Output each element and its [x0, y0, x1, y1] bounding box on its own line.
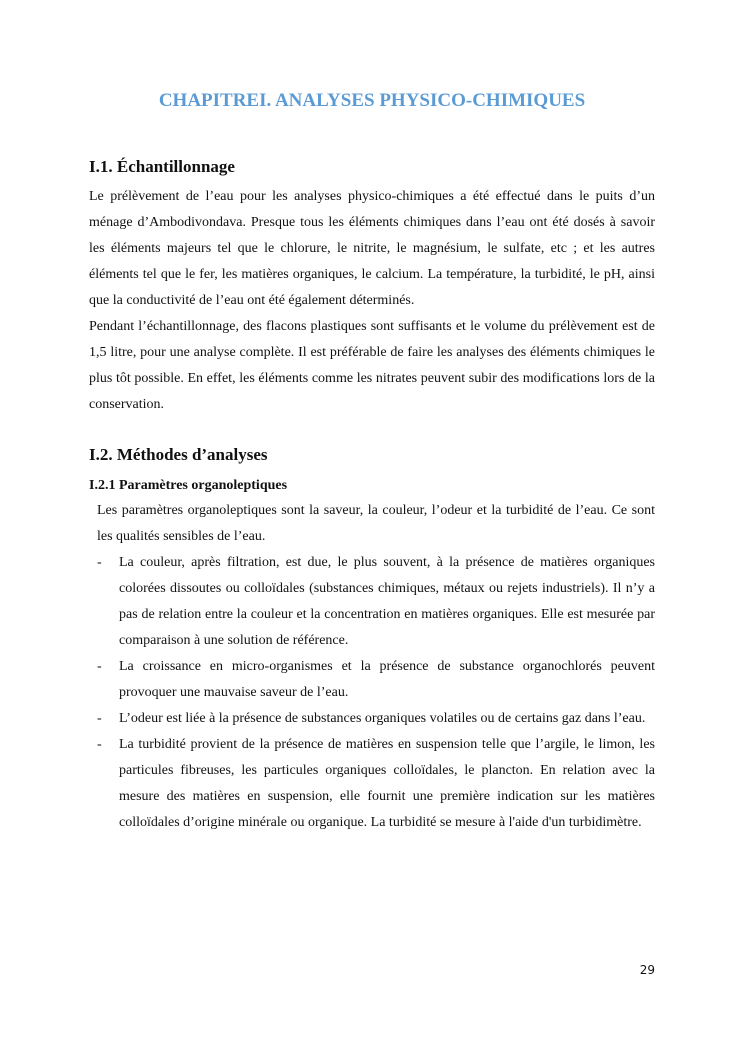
paragraph-sampling: Le prélèvement de l’eau pour les analyses physico-chimiques a été effectué dans le puits d’un ménage d’Ambodivondava. Presque tous les éléments chimiques dans l’eau ont été dosés à savoir les éléments majeurs tel que le chlorure, le nitrite, le magnésium, le sulfate, etc ; et les autres éléments tel que le fer, les matières organiques, le calcium. La température, la turbidité, le pH, ainsi que la conductivité de l’eau ont été également déterminés. [89, 189, 655, 308]
bullet-dash: - [97, 659, 102, 674]
bullet-dash: - [97, 711, 102, 726]
bullet-text-saveur: La croissance en micro-organismes et la présence de substance organochlorés peuvent provoquer une mauvaise saveur de l’eau. [119, 659, 655, 700]
section-heading-echantillonnage: I.1. Échantillonnage [89, 157, 235, 176]
bullet-list [97, 550, 655, 836]
bullet-dash: - [97, 737, 102, 752]
list-item [97, 654, 655, 706]
bullet-text-couleur: La couleur, après filtration, est due, le plus souvent, à la présence de matières organiques colorées dissoutes ou colloïdales (substances chimiques, métaux ou rejets industriels). Il n’y a pas de relation entre la couleur et la concentration en matières organiques. Elle est mesurée par comparaison à une solution de référence. [119, 555, 655, 648]
subsection-heading-organoleptiques: I.2.1 Paramètres organoleptiques [89, 478, 288, 493]
paragraph-organoleptic-intro: Les paramètres organoleptiques sont la saveur, la couleur, l’odeur et la turbidité de l’eau. Ce sont les qualités sensibles de l’eau. [97, 503, 655, 544]
section-heading-methodes: I.2. Méthodes d’analyses [89, 445, 268, 464]
paragraph-sampling-procedure: Pendant l’échantillonnage, des flacons plastiques sont suffisants et le volume du prélèvement est de 1,5 litre, pour une analyse complète. Il est préférable de faire les analyses des éléments chimiques le plus tôt possible. En effet, les éléments comme les nitrates peuvent subir des modifications lors de la conservation. [89, 319, 655, 412]
list-item [97, 550, 655, 654]
list-item [97, 732, 655, 836]
bullet-text-odeur: L’odeur est liée à la présence de substances organiques volatiles ou de certains gaz dans l’eau. [119, 711, 646, 726]
bullet-dash: - [97, 555, 102, 570]
chapter-title: CHAPITREI. ANALYSES PHYSICO-CHIMIQUES [158, 90, 586, 111]
list-item [97, 706, 655, 732]
bullet-text-turbidite: La turbidité provient de la présence de matières en suspension telle que l’argile, le limon, les particules fibreuses, les particules organiques colloïdales, le plancton. En relation avec la mesure des matières en suspension, elle fournit une première indication sur les matières colloïdales d’origine minérale ou organique. La turbidité se mesure à l'aide d'un turbidimètre. [119, 737, 655, 830]
page-number: 29 [639, 963, 655, 977]
